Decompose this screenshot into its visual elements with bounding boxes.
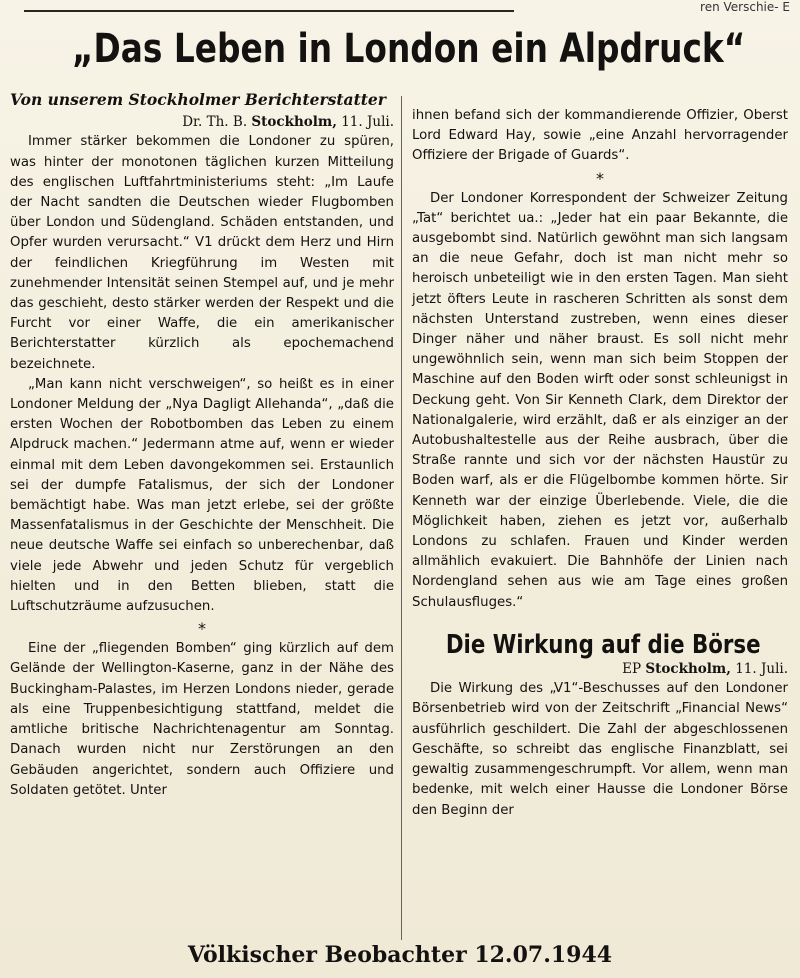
dateline-place: Stockholm, bbox=[645, 661, 731, 678]
headline: „Das Leben in London ein Alpdruck“ bbox=[72, 26, 746, 72]
paragraph: Immer stärker bekommen die Londoner zu spüren, was hinter der monotonen täglichen kurzen Mitteilung des englischen Luftfahrtministeriums steht: „Im Laufe der Nacht sandten die Deutschen wieder Flugbomben über London und Südengland. Schäden entstanden, und Opfer wurden verursacht.“ V1 drückt dem Herz und Hirn der feindlichen Kriegführung im Westen mit zunehmender Intensität seinen Stempel auf, und je mehr das geschieht, desto stärker werden der Respekt und die Furcht vor einer Waffe, die ein amerikanischer Berichterstatter kürzlich als epochemachend bezeichnete. bbox=[10, 134, 394, 372]
dateline-left bbox=[10, 112, 394, 132]
paragraph: ihnen befand sich der kommandierende Offizier, Oberst Lord Edward Hay, sowie „eine Anzahl hervorragender Offiziere der Brigade of Guards“. bbox=[412, 108, 788, 164]
dateline-place: Stockholm, bbox=[251, 114, 337, 131]
left-column bbox=[10, 90, 394, 801]
paragraph: Der Londoner Korrespondent der Schweizer Zeitung „Tat“ berichtet ua.: „Jeder hat ein paar Bekannte, die ausgebombt sind. Natürlich gewöhnt man sich langsam an die neue Gefahr, doch ist man nicht mehr so heroisch unbeteiligt wie in den ersten Tagen. Man sieht jetzt öfters Leute in rascheren Schritten als sonst dem nächsten Unterstand zustreben, wenn eines dieser Dinger näher und näher braust. Es soll nicht mehr ungewöhnlich sein, wenn man sich beim Stoppen der Maschine auf den Boden wirft oder sonst schleunigst in Deckung geht. Von Sir Kenneth Clark, dem Direktor der Nationalgalerie, wird erzählt, daß er als einziger an der Autobushaltestelle aus der Reihe ausbrach, über die Straße rannte und sich vor der nächsten Haustür zu Boden warf, als er die Flügelbombe kommen hörte. Sir Kenneth war der einzige Überlebende. Viele, die die Möglichkeit haben, ziehen es jetzt vor, außerhalb Londons zu schlafen. Frauen und Kinder werden allmählich evakuiert. Die Bahnhöfe der Linien nach Nordengland sehen aus wie am Tage eines großen Schulausfluges.“ bbox=[412, 190, 788, 610]
source-caption: Völkischer Beobachter 12.07.1944 bbox=[187, 942, 613, 968]
section-star: * bbox=[198, 619, 206, 639]
dateline-date: 11. Juli. bbox=[341, 114, 394, 131]
section-star: * bbox=[596, 168, 604, 188]
top-rule bbox=[24, 10, 514, 12]
column-divider bbox=[401, 96, 402, 940]
byline: Von unserem Stockholmer Berichterstatter bbox=[10, 90, 386, 109]
paragraph: Eine der „fliegenden Bomben“ ging kürzlich auf dem Gelände der Wellington-Kaserne, ganz in der Nähe des Buckingham-Palastes, im Herzen Londons nieder, gerade als eine Truppenbesichtigung stattfand, meldet die amtliche britische Nachrichtenagentur am Sonntag. Danach wurden nicht nur Zerstörungen an den Gebäuden angerichtet, sondern auch Offiziere und Soldaten getötet. Unter bbox=[10, 641, 394, 798]
right-column bbox=[412, 106, 788, 821]
dateline-date: 11. Juli. bbox=[735, 661, 788, 678]
paragraph: „Man kann nicht verschweigen“, so heißt es in einer Londoner Meldung der „Nya Dagligt Allehanda“, „daß die ersten Wochen der Robotbomben das Leben zu einem Alpdruck machen.“ Jedermann atme auf, wenn er wieder einmal mit dem Leben davongekommen sei. Erstaunlich sei der dumpfe Fatalismus, der sich der Londoner bemächtigt habe. Was man jetzt erlebe, sei der größte Massenfatalismus in der Geschichte der Menschheit. Die neue deutsche Waffe sei einfach so unberechenbar, daß viele jede Abwehr und jeden Schutz für vergeblich hielten und in den Betten blieben, statt die Luftschutzräume aufzusuchen. bbox=[10, 376, 394, 615]
top-fragment-text: ren Verschie- E bbox=[700, 0, 790, 14]
dateline-author: EP bbox=[622, 661, 642, 678]
paragraph: Die Wirkung des „V1“-Beschusses auf den Londoner Börsenbetrieb wird von der Zeitschrift „Financial News“ ausführlich geschildert. Die Zahl der abgeschlossenen Geschäfte, so schreibt das englische Finanzblatt, sei gewaltig zusammengeschrumpft. Vor allem, wenn man bedenke, mit welch einer Hausse die Londoner Börse den Beginn der bbox=[412, 681, 788, 818]
subheadline: Die Wirkung auf die Börse bbox=[445, 629, 761, 660]
dateline-right bbox=[412, 659, 788, 679]
dateline-author: Dr. Th. B. bbox=[182, 114, 248, 131]
